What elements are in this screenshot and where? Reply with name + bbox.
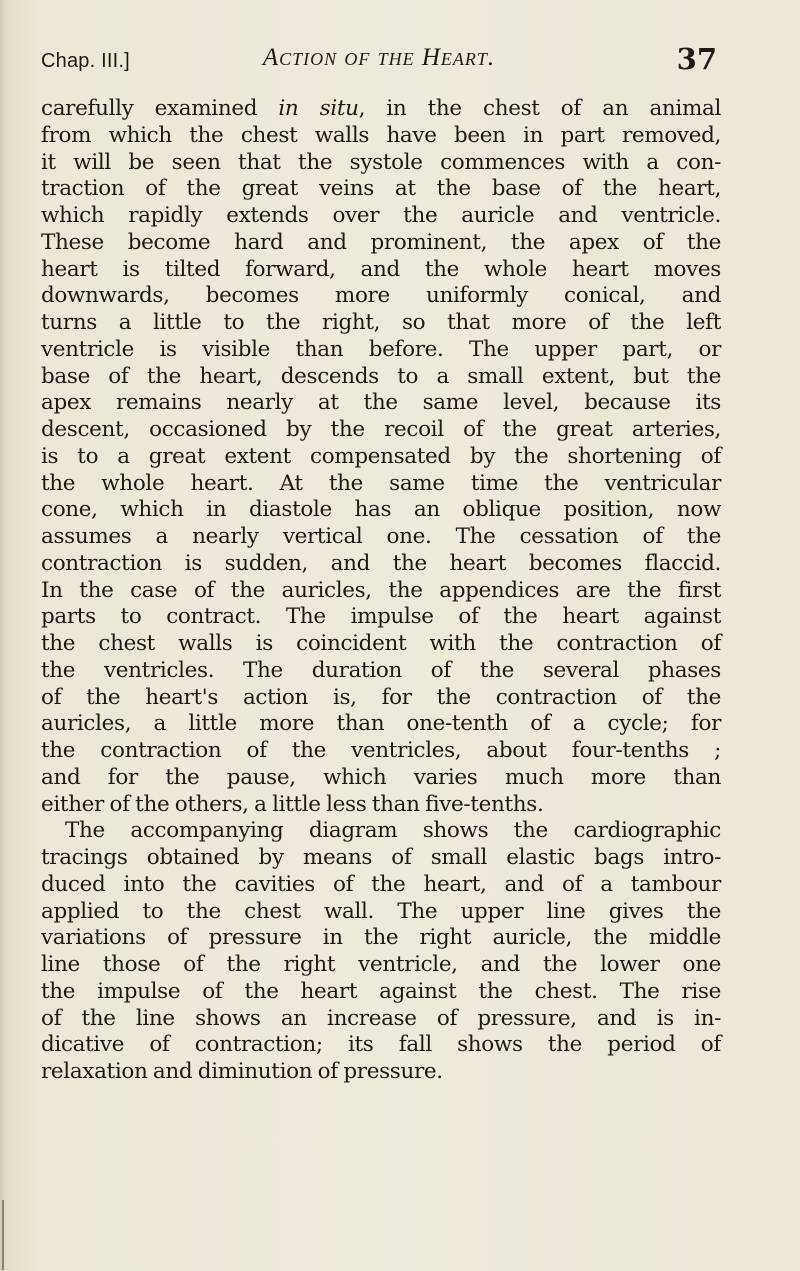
text-line: downwards, becomes more uniformly conical, and — [41, 283, 721, 309]
text-line: apex remains nearly at the same level, because its — [41, 390, 721, 416]
text-line: the contraction of the ventricles, about four-tenths ; — [41, 738, 721, 763]
text-line: from which the chest walls have been in part removed, — [41, 122, 721, 148]
text-line: In the case of the auricles, the appendices are the first — [41, 577, 721, 603]
text-line: which rapidly extends over the auricle and ventricle. — [41, 203, 721, 228]
running-title: Action of the Heart. — [262, 44, 496, 71]
text-line: ventricle is visible than before. The upper part, or — [41, 336, 721, 362]
text-line: of the heart's action is, for the contraction of the — [41, 684, 721, 710]
text-line: the whole heart. At the same time the ventricular — [41, 470, 721, 496]
running-header — [41, 44, 717, 84]
chapter-label: Chap. III.] — [41, 50, 130, 72]
text-line: descent, occasioned by the recoil of the great arteries, — [41, 417, 721, 442]
text-line: auricles, a little more than one-tenth of a cycle; for — [41, 711, 721, 737]
text-line: traction of the great veins at the base of the heart, — [41, 176, 721, 202]
page-number: 37 — [676, 42, 717, 76]
text-line: line those of the right ventricle, and the lower one — [41, 952, 721, 977]
text-line: cone, which in diastole has an oblique position, now — [41, 497, 721, 523]
text-line: the chest walls is coincident with the contraction of — [41, 631, 721, 656]
text-line: the impulse of the heart against the chest. The rise — [41, 978, 721, 1004]
page-edge-mark — [2, 1200, 4, 1270]
text-line: it will be seen that the systole commences with a con- — [41, 149, 721, 175]
text-line: of the line shows an increase of pressure, and is in- — [41, 1005, 721, 1031]
text-line: These become hard and prominent, the apex of the — [41, 229, 721, 255]
text-line: parts to contract. The impulse of the heart against — [41, 604, 721, 630]
text-line: heart is tilted forward, and the whole heart moves — [41, 256, 721, 282]
body-text — [41, 96, 721, 1086]
text-line: is to a great extent compensated by the shortening of — [41, 443, 721, 469]
text-line: base of the heart, descends to a small extent, but the — [41, 363, 721, 389]
text-line: turns a little to the right, so that more of the left — [41, 310, 721, 335]
page-edge-shadow — [0, 0, 6, 1271]
text-line: duced into the cavities of the heart, and of a tambour — [41, 871, 721, 897]
text-line: contraction is sudden, and the heart becomes flaccid. — [41, 550, 721, 576]
text-line: variations of pressure in the right auricle, the middle — [41, 925, 721, 951]
text-line: carefully examined in situ, in the chest of an animal — [41, 96, 721, 121]
text-line: tracings obtained by means of small elastic bags intro- — [41, 845, 721, 870]
text-line: and for the pause, which varies much more than — [41, 764, 721, 790]
text-line: applied to the chest wall. The upper line gives the — [41, 898, 721, 924]
text-line: The accompanying diagram shows the cardiographic — [65, 818, 721, 844]
italic-phrase: in situ — [278, 96, 359, 121]
text-line: either of the others, a little less than five-tenths. — [41, 791, 544, 817]
text-line: assumes a nearly vertical one. The cessation of the — [41, 524, 721, 549]
text-line: the ventricles. The duration of the several phases — [41, 657, 721, 683]
text-line: relaxation and diminution of pressure. — [41, 1059, 443, 1084]
text-line: dicative of contraction; its fall shows the period of — [41, 1032, 721, 1058]
